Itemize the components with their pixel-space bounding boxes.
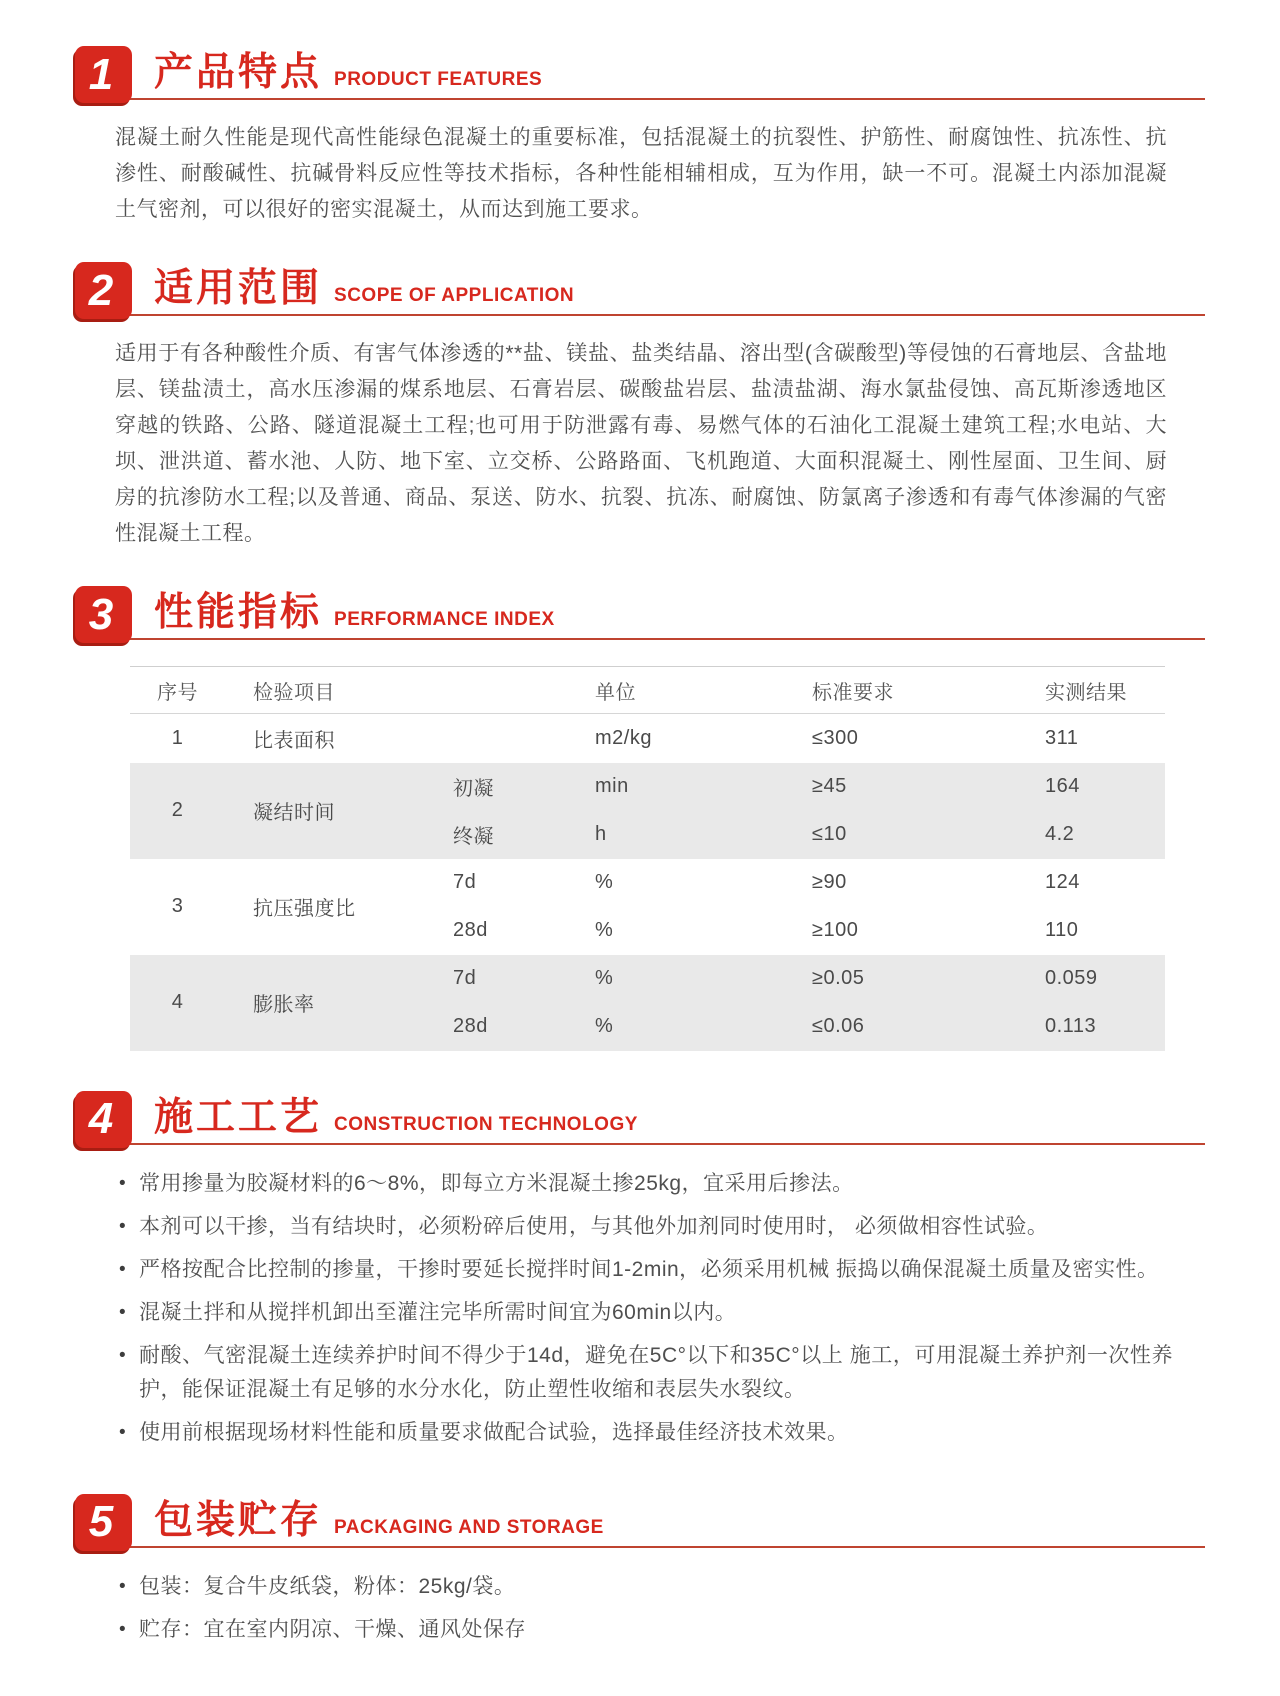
section-3-header [75,586,1205,640]
table-header-row [130,667,1165,714]
section-product-features [75,46,1205,228]
cell-unit: % [595,919,614,941]
section-packaging-storage [75,1494,1205,1647]
cell-unit: h [545,811,750,859]
table-row [130,955,1165,1003]
cell-item: 凝结时间 [225,763,425,859]
section-number: 3 [88,589,114,639]
section-title-en: PACKAGING AND STORAGE [334,1516,604,1538]
cell-no: 4 [130,955,225,1051]
section-5-number-badge [75,1494,132,1551]
col-header-item: 检验项目 [225,667,545,714]
cell-result: 311 [1045,726,1079,749]
section-1-number-badge [75,46,132,103]
col-header-result: 实测结果 [985,667,1165,714]
cell-no: 1 [171,726,184,749]
cell-result: 164 [985,763,1165,811]
section-construction-technology [75,1091,1205,1450]
section-number: 5 [88,1497,114,1546]
performance-index-table [130,666,1165,1051]
section-title-zh: 性能指标 [154,591,323,634]
cell-item: 比表面积 [253,729,335,752]
cell-no: 3 [171,895,184,917]
cell-subitem: 终凝 [425,811,545,859]
cell-unit: % [545,1003,750,1051]
table-row [130,714,1165,763]
cell-subitem: 7d [453,871,477,893]
cell-subitem: 7d [425,955,545,1003]
cell-unit: % [595,871,614,893]
section-title-en: PERFORMANCE INDEX [334,609,555,630]
section-title-zh: 包装贮存 [154,1498,323,1542]
packaging-bullet-list [117,1570,1173,1647]
bullet-item: • 本剂可以干掺，当有结块时，必须粉碎后使用，与其他外加剂同时使用时， 必须做相容性试验。 [117,1210,1173,1244]
cell-subitem: 28d [453,919,488,941]
bullet-item: • 耐酸、气密混凝土连续养护时间不得少于14d，避免在5C°以下和35C°以上 施工，可用混凝土养护剂一次性养护，能保证混凝土有足够的水分水化，防止塑性收缩和表层失水裂纹。 [117,1339,1173,1407]
cell-item: 膨胀率 [225,955,425,1051]
table-row [130,763,1165,811]
cell-standard: ≥90 [812,871,847,893]
construction-bullet-list [117,1167,1173,1450]
cell-subitem: 28d [425,1003,545,1051]
scope-paragraph: 适用于有各种酸性介质、有害气体渗透的**盐、镁盐、盐类结晶、溶出型(含碳酸型)等侵蚀的石膏地层、含盐地层、镁盐渍土，高水压渗漏的煤系地层、石膏岩层、碳酸盐岩层、盐渍盐湖、海水氯盐侵蚀、高瓦斯渗透地区穿越的铁路、公路、隧道混凝土工程;也可用于防泄露有毒、易燃气体的石油化工混凝土建筑工程;水电站、大坝、泄洪道、蓄水池、人防、地下室、立交桥、公路路面、飞机跑道、大面积混凝土、刚性屋面、卫生间、厨房的抗渗防水工程;以及普通、商品、泵送、防水、抗裂、抗冻、耐腐蚀、防氯离子渗透和有毒气体渗漏的气密性混凝土工程。 [115,342,1167,545]
section-number: 2 [88,265,114,315]
cell-standard: ≤10 [750,811,985,859]
section-2-number-badge [75,262,132,319]
cell-item: 抗压强度比 [253,898,356,920]
section-number: 4 [88,1094,114,1143]
cell-standard: ≤300 [812,726,859,749]
section-4-number-badge [75,1091,132,1148]
section-3-number-badge [75,586,132,643]
cell-no: 2 [130,763,225,859]
cell-subitem: 初凝 [425,763,545,811]
section-scope-of-application [75,262,1205,552]
bullet-item: • 常用掺量为胶凝材料的6～8%，即每立方米混凝土掺25kg，宜采用后掺法。 [117,1167,1173,1201]
table-row [130,859,1165,907]
cell-result: 110 [1045,919,1079,941]
section-title-en: CONSTRUCTION TECHNOLOGY [334,1113,638,1135]
cell-standard: ≥100 [812,919,859,941]
cell-standard: ≤0.06 [750,1003,985,1051]
section-title-zh: 产品特点 [154,51,323,94]
cell-result: 0.059 [985,955,1165,1003]
cell-standard: ≥0.05 [750,955,985,1003]
section-title-zh: 适用范围 [154,267,323,310]
cell-result: 4.2 [985,811,1165,859]
col-header-standard: 标准要求 [750,667,985,714]
section-performance-index [75,586,1205,1051]
bullet-item: • 贮存：宜在室内阴凉、干燥、通风处保存 [117,1613,1173,1647]
cell-result: 0.113 [985,1003,1165,1051]
section-4-header [75,1091,1205,1145]
section-1-header [75,46,1205,100]
col-header-unit: 单位 [545,667,750,714]
cell-result: 124 [1045,871,1080,893]
section-5-header [75,1494,1205,1548]
bullet-item: • 混凝土拌和从搅拌机卸出至灌注完毕所需时间宜为60min以内。 [117,1296,1173,1330]
cell-unit: min [545,763,750,811]
section-title-en: SCOPE OF APPLICATION [334,285,575,306]
section-2-header [75,262,1205,316]
cell-unit: m2/kg [595,726,652,749]
section-title-en: PRODUCT FEATURES [334,69,543,90]
section-title-zh: 施工工艺 [154,1095,323,1139]
col-header-no: 序号 [130,667,225,714]
cell-unit: % [545,955,750,1003]
bullet-item: • 严格按配合比控制的掺量，干掺时要延长搅拌时间1-2min，必须采用机械 振捣以确保混凝土质量及密实性。 [117,1253,1173,1287]
section-number: 1 [88,49,114,99]
cell-standard: ≥45 [750,763,985,811]
product-features-paragraph: 混凝土耐久性能是现代高性能绿色混凝土的重要标准，包括混凝土的抗裂性、护筋性、耐腐蚀性、抗冻性、抗渗性、耐酸碱性、抗碱骨料反应性等技术指标，各种性能相辅相成，互为作用，缺一不可。混凝土内添加混凝土气密剂，可以很好的密实混凝土，从而达到施工要求。 [115,126,1167,221]
bullet-item: • 使用前根据现场材料性能和质量要求做配合试验，选择最佳经济技术效果。 [117,1416,1173,1450]
bullet-item: • 包装：复合牛皮纸袋，粉体：25kg/袋。 [117,1570,1173,1604]
